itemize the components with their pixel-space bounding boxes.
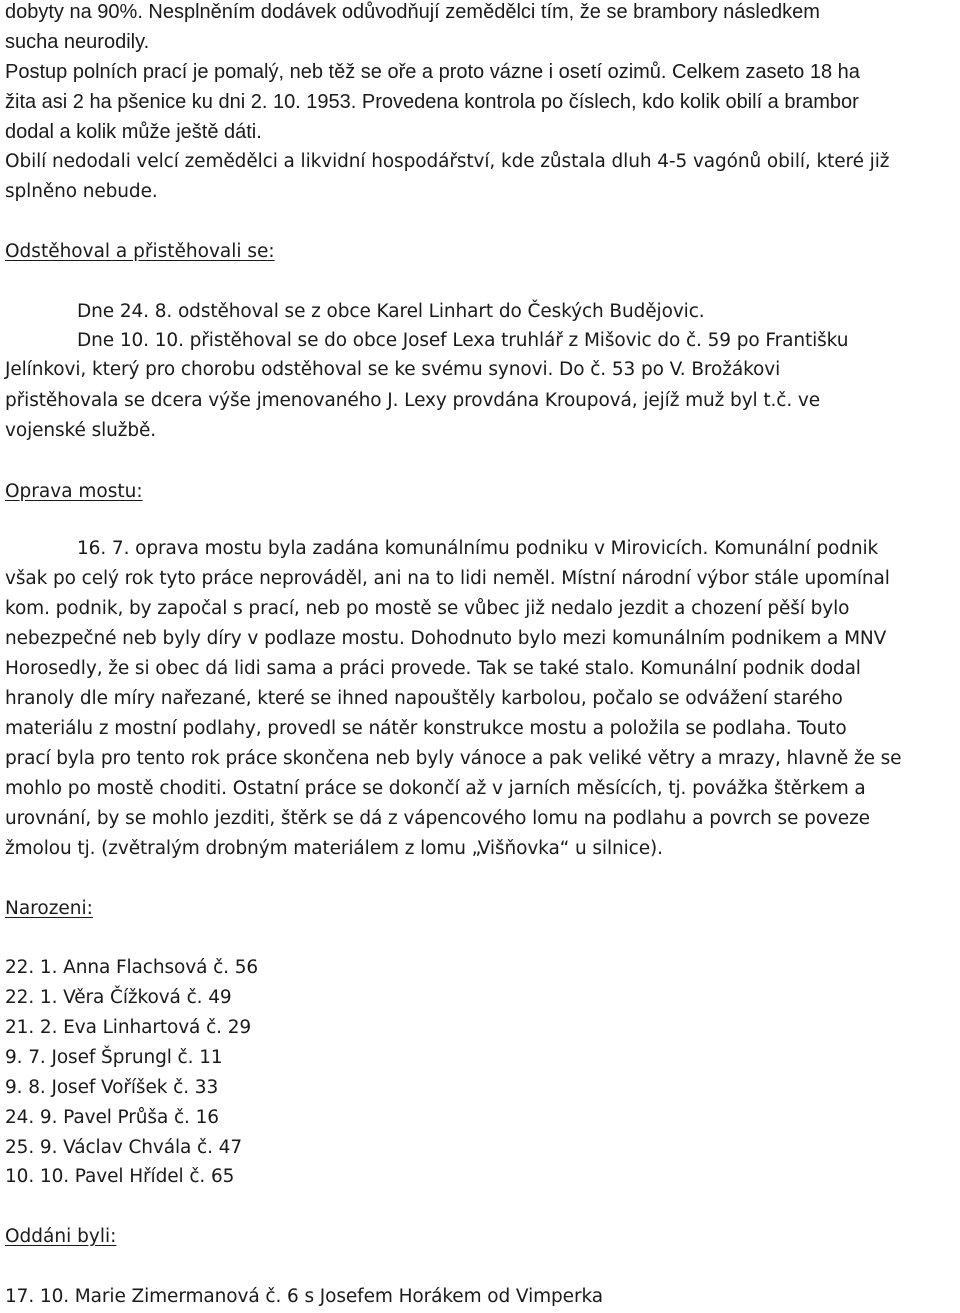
paragraph-line: dodal a kolik může ještě dáti.	[5, 121, 262, 143]
section-heading-births: Narozeni:	[5, 898, 93, 919]
section-heading-marriages: Oddáni byli:	[5, 1226, 117, 1247]
paragraph-line: Obilí nedodali velcí zemědělci a likvidní hospodářství, kde zůstala dluh 4-5 vagónů obilí, které již	[5, 151, 890, 172]
section-heading-bridge: Oprava mostu:	[5, 481, 143, 502]
bridge-line: materiálu z mostní podlahy, provedl se nátěr konstrukce mostu a položila se podlaha. Touto	[5, 718, 847, 739]
bridge-line: nebezpečné neb byly díry v podlaze mostu. Dohodnuto bylo mezi komunálním podnikem a MNV	[5, 628, 887, 649]
paragraph-line: dobyty na 90%. Nesplněním dodávek odůvodňují zemědělci tím, že se brambory následkem	[5, 1, 820, 23]
migration-line: vojenské službě.	[5, 420, 157, 441]
paragraph-line: sucha neurodily.	[5, 31, 150, 53]
bridge-line: kom. podnik, by započal s prací, neb po mostě se vůbec již nedalo jezdit a chození pěší bylo	[5, 598, 850, 619]
birth-list-item: 25. 9. Václav Chvála č. 47	[5, 1137, 243, 1158]
bridge-line: však po celý rok tyto práce neprováděl, ani na to lidi neměl. Místní národní výbor stále upomínal	[5, 568, 890, 589]
bridge-line: urovnání, by se mohlo jezditi, štěrk se dá z vápencového lomu na podlahu a povrch se poveze	[5, 808, 870, 829]
bridge-line: Horosedly, že si obec dá lidi sama a práci provede. Tak se také stalo. Komunální podnik dodal	[5, 658, 861, 679]
birth-list-item: 24. 9. Pavel Průša č. 16	[5, 1107, 219, 1128]
birth-list-item: 22. 1. Anna Flachsová č. 56	[5, 957, 259, 978]
migration-line: Jelínkovi, který pro chorobu odstěhoval se ke svému synovi. Do č. 53 po V. Brožákovi	[5, 359, 781, 380]
bridge-line: mohlo po mostě choditi. Ostatní práce se dokončí až v jarních měsících, tj. povážka štěrkem a	[5, 778, 866, 799]
bridge-line: prací byla pro tento rok práce skončena neb byly vánoce a pak veliké větry a mrazy, hlavně že se	[5, 748, 902, 769]
paragraph-line: Postup polních prací je pomalý, neb těž se oře a proto vázne i osetí ozimů. Celkem zaseto 18 ha	[5, 61, 860, 83]
paragraph-line: splněno nebude.	[5, 181, 158, 202]
migration-line: Dne 24. 8. odstěhoval se z obce Karel Linhart do Českých Budějovic.	[77, 301, 705, 322]
birth-list-item: 22. 1. Věra Čížková č. 49	[5, 987, 232, 1008]
migration-line: Dne 10. 10. přistěhoval se do obce Josef Lexa truhlář z Mišovic do č. 59 po Františku	[77, 330, 849, 351]
migration-line: přistěhovala se dcera výše jmenovaného J. Lexy provdána Kroupová, jejíž muž byl t.č. ve	[5, 390, 821, 411]
bridge-line: žmolou tj. (zvětralým drobným materiálem z lomu „Višňovka“ u silnice).	[5, 838, 663, 859]
bridge-line: hranoly dle míry nařezané, které se ihned napouštěly karbolou, počalo se odvážení starého	[5, 688, 843, 709]
paragraph-line: žita asi 2 ha pšenice ku dni 2. 10. 1953. Provedena kontrola po číslech, kdo kolik obilí a brambor	[5, 91, 859, 113]
birth-list-item: 9. 8. Josef Voříšek č. 33	[5, 1077, 219, 1098]
birth-list-item: 9. 7. Josef Šprungl č. 11	[5, 1047, 223, 1068]
bridge-line: 16. 7. oprava mostu byla zadána komunálnímu podniku v Mirovicích. Komunální podnik	[77, 538, 879, 559]
birth-list-item: 10. 10. Pavel Hřídel č. 65	[5, 1166, 235, 1187]
section-heading-migration: Odstěhoval a přistěhovali se:	[5, 241, 275, 262]
birth-list-item: 21. 2. Eva Linhartová č. 29	[5, 1017, 252, 1038]
marriage-list-item: 17. 10. Marie Zimermanová č. 6 s Josefem Horákem od Vimperka	[5, 1286, 603, 1307]
